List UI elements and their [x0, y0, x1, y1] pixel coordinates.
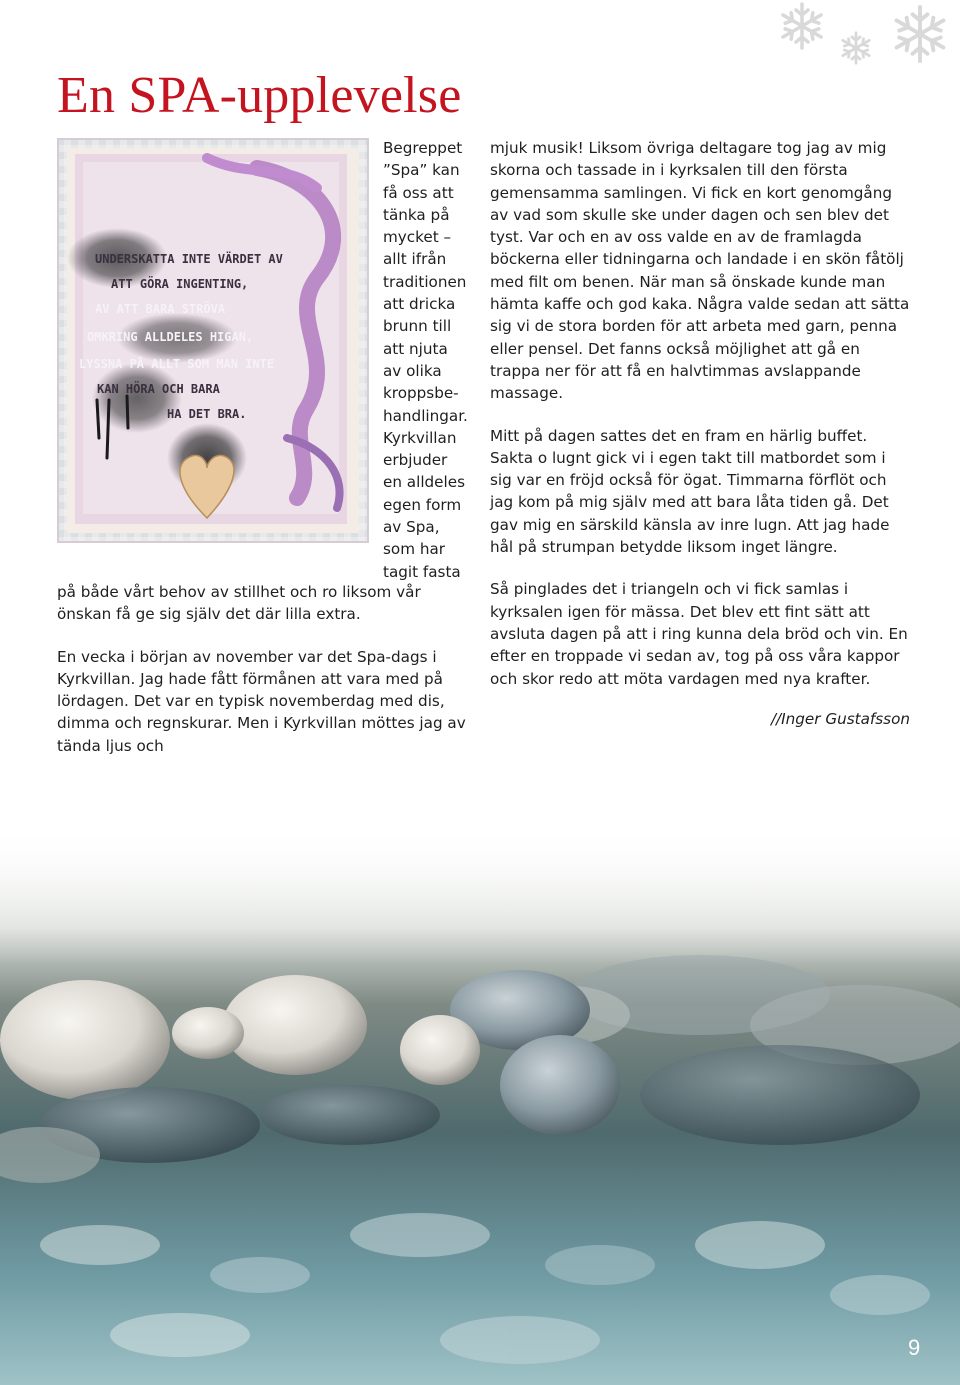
- page-title: En SPA-upplevelse: [57, 67, 462, 124]
- artwork-line: KAN HÖRA OCH BARA: [97, 382, 220, 396]
- body-paragraph: Så pinglades det i triangeln och vi fick samlas i kyrksalen igen för mässa. Det blev ett fint sätt att avsluta dagen på att i ring kunna dela bröd och vin. En efter en troppade vi sedan av, tog på oss våra kappor och skor redo att möta vardagen med nya krafter.: [490, 580, 908, 688]
- text-line: allt ifrån: [383, 250, 447, 269]
- page-number: 9: [908, 1335, 921, 1360]
- text-line: handlingar.: [383, 406, 468, 425]
- text-line: att dricka: [383, 295, 456, 314]
- snowflake-icon: [776, 0, 828, 52]
- artwork-line: ATT GÖRA INGENTING,: [111, 277, 249, 291]
- text-line: egen form: [383, 495, 462, 514]
- text-line: mycket –: [383, 228, 452, 247]
- right-column: [490, 137, 910, 730]
- text-line: som har: [383, 540, 446, 559]
- body-paragraph: mjuk musik! Liksom övriga deltagare tog jag av mig skorna och tassade in i kyrksalen till den första gemensamma samlingen. Vi fick en kort genomgång av vad som skulle ske under dagen och sen blev det tyst. Var och en av oss valde en av de framlagda böckerna eller tidningarna och landade i en skön fåtölj med filt om benen. När man så önskade kunde man hämta kaffe och god kaka. Några valde sedan att sätta sig vi de stora borden för att arbeta med garn, penna eller pensel. Det fanns också möjlighet att gå en trappa ner för att få en halvtimmas avslappande massage.: [490, 139, 910, 403]
- text-line: ”Spa” kan: [383, 161, 460, 180]
- intro-tail-paragraph: på både vårt behov av stillhet och ro liksom vår önskan få ge sig själv det där lilla extra.: [57, 583, 421, 624]
- text-line: av Spa,: [383, 518, 440, 537]
- left-column: [57, 581, 469, 757]
- text-line: traditionen: [383, 272, 467, 291]
- text-line: kroppsbe-: [383, 384, 459, 403]
- text-line: av olika: [383, 361, 442, 380]
- snowflake-icon: [888, 2, 952, 66]
- text-line: brunn till: [383, 317, 452, 336]
- text-line: Begreppet: [383, 139, 463, 157]
- text-line: erbjuder: [383, 451, 448, 470]
- stones-photo: [0, 825, 960, 1385]
- artwork-line: OMKRING ALLDELES HIGAN,: [87, 330, 254, 344]
- body-paragraph: En vecka i början av november var det Spa-dags i Kyrkvillan. Jag hade fått förmånen att vara med på lördagen. Det var en typisk novemberdag med dis, dimma och regnskurar. Men i Kyrkvillan möttes jag av tända ljus och: [57, 647, 466, 755]
- text-line: tagit fasta: [383, 562, 461, 581]
- artwork-line: AV ATT BARA STRÖVA: [95, 302, 226, 316]
- body-paragraph: Mitt på dagen sattes det en fram en härlig buffet. Sakta o lugnt gick vi i egen takt till matbordet som i sig var en fröjd också för ögat. Timmarna förflöt och jag kom på mig själv med att bara låta tiden gå. Det gav mig en särskild känsla av inre lugn. Att jag hade hål på strumpan betydde liksom inget längre.: [490, 426, 890, 557]
- text-line: få oss att: [383, 183, 454, 202]
- artwork-line: HA DET BRA.: [167, 407, 247, 421]
- artwork-image: [57, 138, 369, 543]
- text-line: att njuta: [383, 339, 448, 358]
- text-line: en alldeles: [383, 473, 466, 492]
- text-line: Kyrkvillan: [383, 428, 457, 447]
- text-line: tänka på: [383, 205, 450, 224]
- intro-wrapped-text: [383, 137, 483, 583]
- snowflake-icon: [838, 30, 874, 66]
- artwork-line: UNDERSKATTA INTE VÄRDET AV: [95, 252, 283, 266]
- signature: //Inger Gustafsson: [770, 709, 910, 728]
- artwork-line: LYSSNA PÅ ALLT SOM MAN INTE: [79, 357, 275, 371]
